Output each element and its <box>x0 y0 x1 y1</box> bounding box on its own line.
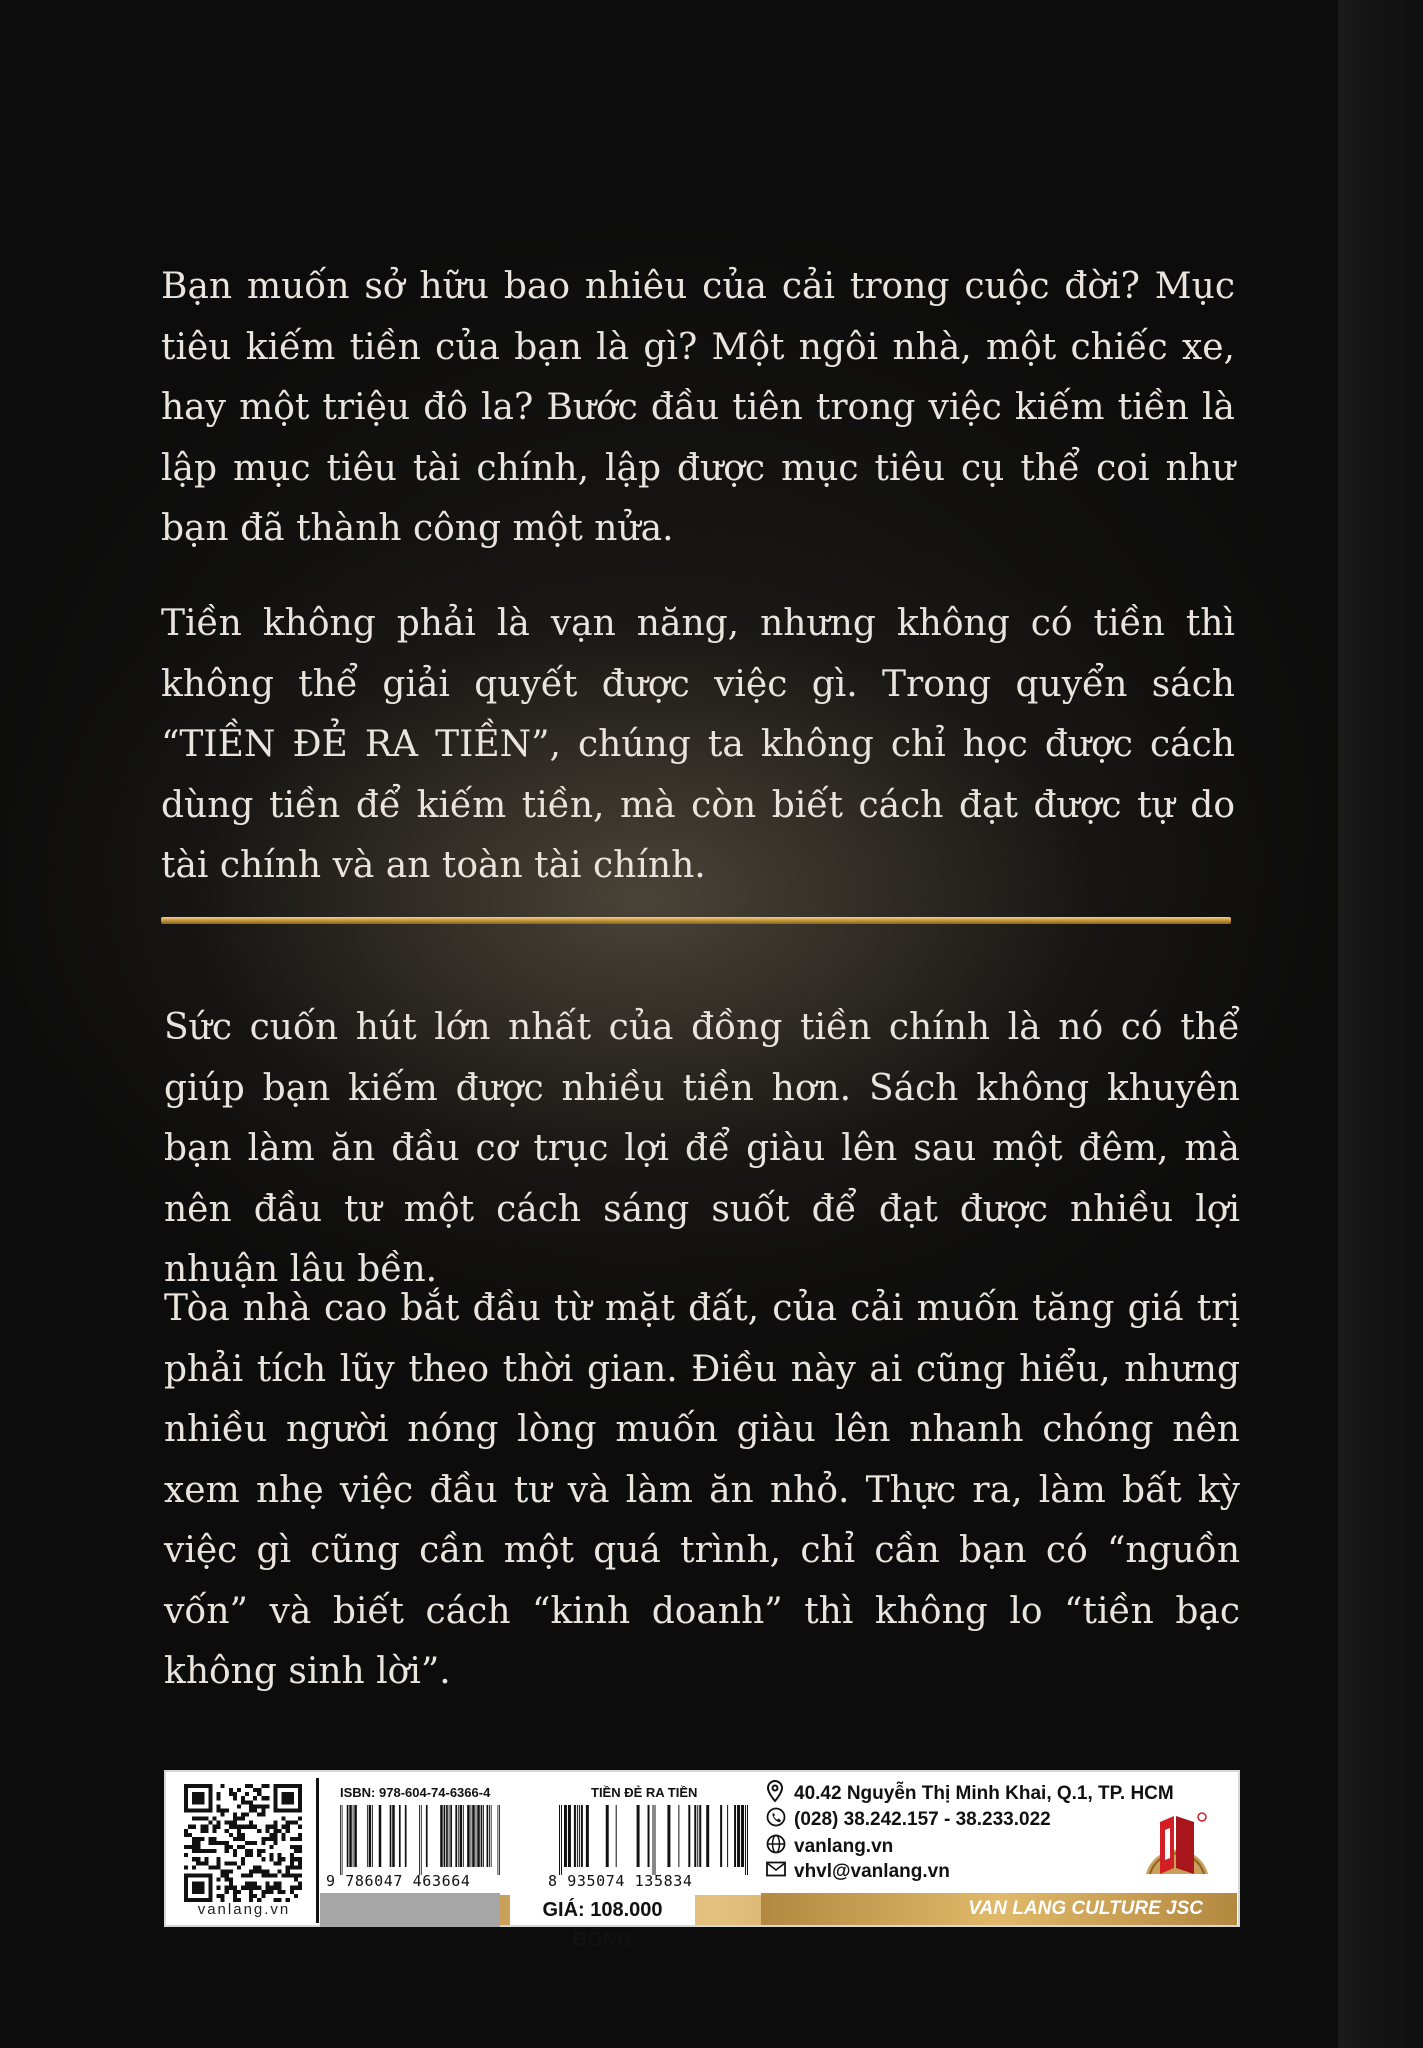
panel-divider <box>316 1778 319 1923</box>
barcode-panel <box>164 1770 1240 1951</box>
blurb-paragraph-2: Tiền không phải là vạn năng, nhưng không có tiền thì không thể giải quyết được việc gì. Trong quyển sách “TIỀN ĐẺ RA TIỀN”, chúng ta không chỉ học được cách dùng tiền để kiếm tiền, mà còn biết cách đạt được tự do tài chính và an toàn tài chính. <box>161 603 1235 886</box>
publisher-phone <box>766 1807 1051 1833</box>
phone-icon <box>766 1807 788 1833</box>
ean-barcode-digits: 8 935074 135834 <box>548 1872 693 1890</box>
publisher-website[interactable] <box>766 1834 893 1860</box>
isbn-barcode <box>340 1805 500 1875</box>
qr-caption: vanlang.vn <box>197 1901 291 1918</box>
mail-icon <box>766 1861 788 1883</box>
website-text[interactable]: vanlang.vn <box>794 1836 894 1858</box>
gray-strip <box>320 1893 500 1927</box>
publisher-address <box>766 1780 1174 1806</box>
blurb-paragraph-1: Bạn muốn sở hữu bao nhiêu của cải trong cuộc đời? Mục tiêu kiếm tiền của bạn là gì? Một ngôi nhà, một chiếc xe, hay một triệu đô la? Bước đầu tiên trong việc kiếm tiền là lập mục tiêu tài chính, lập được mục tiêu cụ thể coi như bạn đã thành công một nửa. <box>161 266 1235 549</box>
blurb-paragraph-3: Sức cuốn hút lớn nhất của đồng tiền chính là nó có thể giúp bạn kiếm được nhiều tiền hơn. Sách không khuyên bạn làm ăn đầu cơ trục lợi để giàu lên sau một đêm, mà nên đầu tư một cách sáng suốt để đạt được nhiều lợi nhuận lâu bền. <box>164 1007 1240 1290</box>
isbn-barcode-digits: 9 786047 463664 <box>326 1872 471 1890</box>
price-label: GIÁ: 108.000 ĐỒNG <box>510 1895 695 1925</box>
cover-edge <box>1338 0 1423 2048</box>
email-text[interactable]: vhvl@vanlang.vn <box>794 1861 950 1883</box>
van-lang-logo <box>1136 1810 1218 1880</box>
publisher-email[interactable] <box>766 1861 950 1887</box>
publisher-company: VAN LANG CULTURE JSC <box>761 1893 1237 1925</box>
address-text: 40.42 Nguyễn Thị Minh Khai, Q.1, TP. HCM <box>794 1783 1174 1805</box>
phone-text: (028) 38.242.157 - 38.233.022 <box>794 1809 1051 1831</box>
book-title-label: TIỀN ĐẺ RA TIỀN <box>591 1785 698 1800</box>
globe-icon <box>766 1834 788 1860</box>
qr-code[interactable] <box>184 1784 302 1902</box>
gold-divider <box>161 917 1231 924</box>
blurb-paragraph-4: Tòa nhà cao bắt đầu từ mặt đất, của cải muốn tăng giá trị phải tích lũy theo thời gian. Điều này ai cũng hiểu, nhưng nhiều người nóng lòng muốn giàu lên nhanh chóng nên xem nhẹ việc đầu tư và làm ăn nhỏ. Thực ra, làm bất kỳ việc gì cũng cần một quá trình, chỉ cần bạn có “nguồn vốn” và biết cách “kinh doanh” thì không lo “tiền bạc không sinh lời”. <box>164 1288 1240 1692</box>
qr-block <box>174 1780 314 1920</box>
isbn-label: ISBN: 978-604-74-6366-4 <box>340 1785 491 1800</box>
location-pin-icon <box>766 1780 788 1808</box>
ean-barcode <box>559 1805 748 1875</box>
